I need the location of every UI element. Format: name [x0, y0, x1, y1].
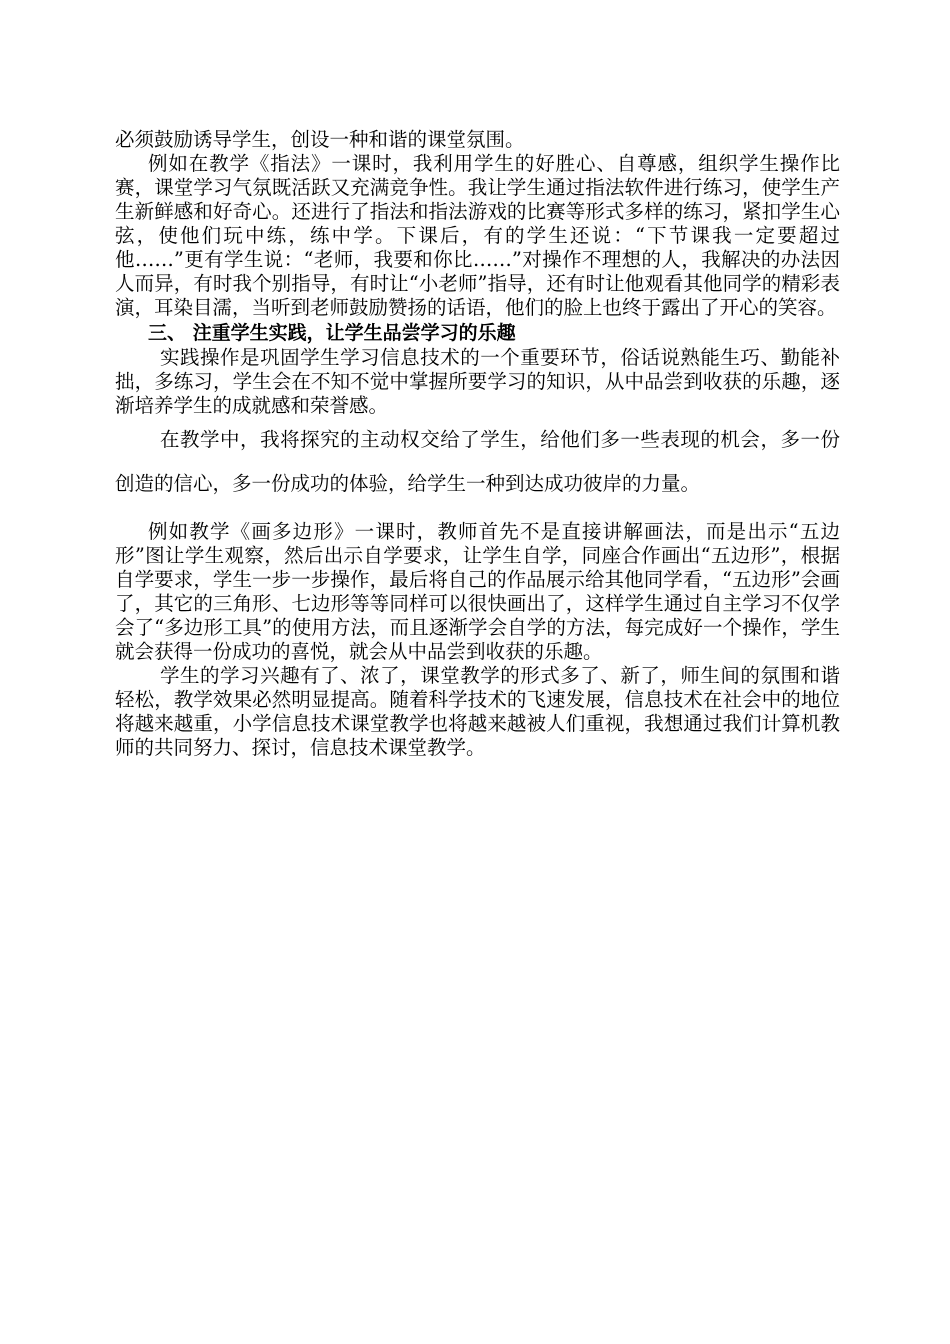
paragraph-typing-example: 例如在教学《指法》一课时，我利用学生的好胜心、自尊感，组织学生操作比赛，课堂学习气氛既活跃又充满竞争性。我让学生通过指法软件进行练习，使学生产生新鲜感和好奇心。还进行了指法和指法游戏的比赛等形式多样的练习，紧扣学生心弦，使他们玩中练，练中学。下课后，有的学生还说：“下节课我一定要超过他……”更有学生说：“老师，我要和你比……”对操作不理想的人，我解决的办法因人而异，有时我个别指导，有时让“小老师”指导，还有时让他观看其他同学的精彩表演，耳染目濡，当听到老师鼓励赞扬的话语，他们的脸上也终于露出了开心的笑容。: [115, 152, 840, 319]
paragraph-conclusion: 学生的学习兴趣有了、浓了，课堂教学的形式多了、新了，师生间的氛围和谐轻松，教学效果必然明显提高。随着科学技术的飞速发展，信息技术在社会中的地位将越来越重，小学信息技术课堂教学也将越来越被人们重视，我想通过我们计算机教师的共同努力、探讨，信息技术课堂教学。: [115, 664, 840, 759]
paragraph-opening: 必须鼓励诱导学生，创设一种和谐的课堂氛围。: [115, 128, 525, 151]
document-page: [115, 128, 840, 760]
paragraph-practice: 实践操作是巩固学生学习信息技术的一个重要环节，俗话说熟能生巧、勤能补拙，多练习，学生会在不知不觉中掌握所要学习的知识，从中品尝到收获的乐趣，逐渐培养学生的成就感和荣誉感。: [115, 346, 840, 417]
paragraph-initiative: 在教学中，我将探究的主动权交给了学生，给他们多一些表现的机会，多一份创造的信心，多一份成功的体验，给学生一种到达成功彼岸的力量。: [115, 428, 840, 495]
paragraph-polygon-example: 例如教学《画多边形》一课时，教师首先不是直接讲解画法，而是出示“五边形”图让学生观察，然后出示自学要求，让学生自学，同座合作画出“五边形”，根据自学要求，学生一步一步操作，最后将自己的作品展示给其他同学看，“五边形”会画了，其它的三角形、七边形等等同样可以很快画出了，这样学生通过自主学习不仅学会了“多边形工具”的使用方法，而且逐渐学会自学的方法，每完成好一个操作，学生就会获得一份成功的喜悦，就会从中品尝到收获的乐趣。: [115, 520, 840, 663]
section-heading-3: 三、 注重学生实践，让学生品尝学习的乐趣: [148, 322, 516, 344]
